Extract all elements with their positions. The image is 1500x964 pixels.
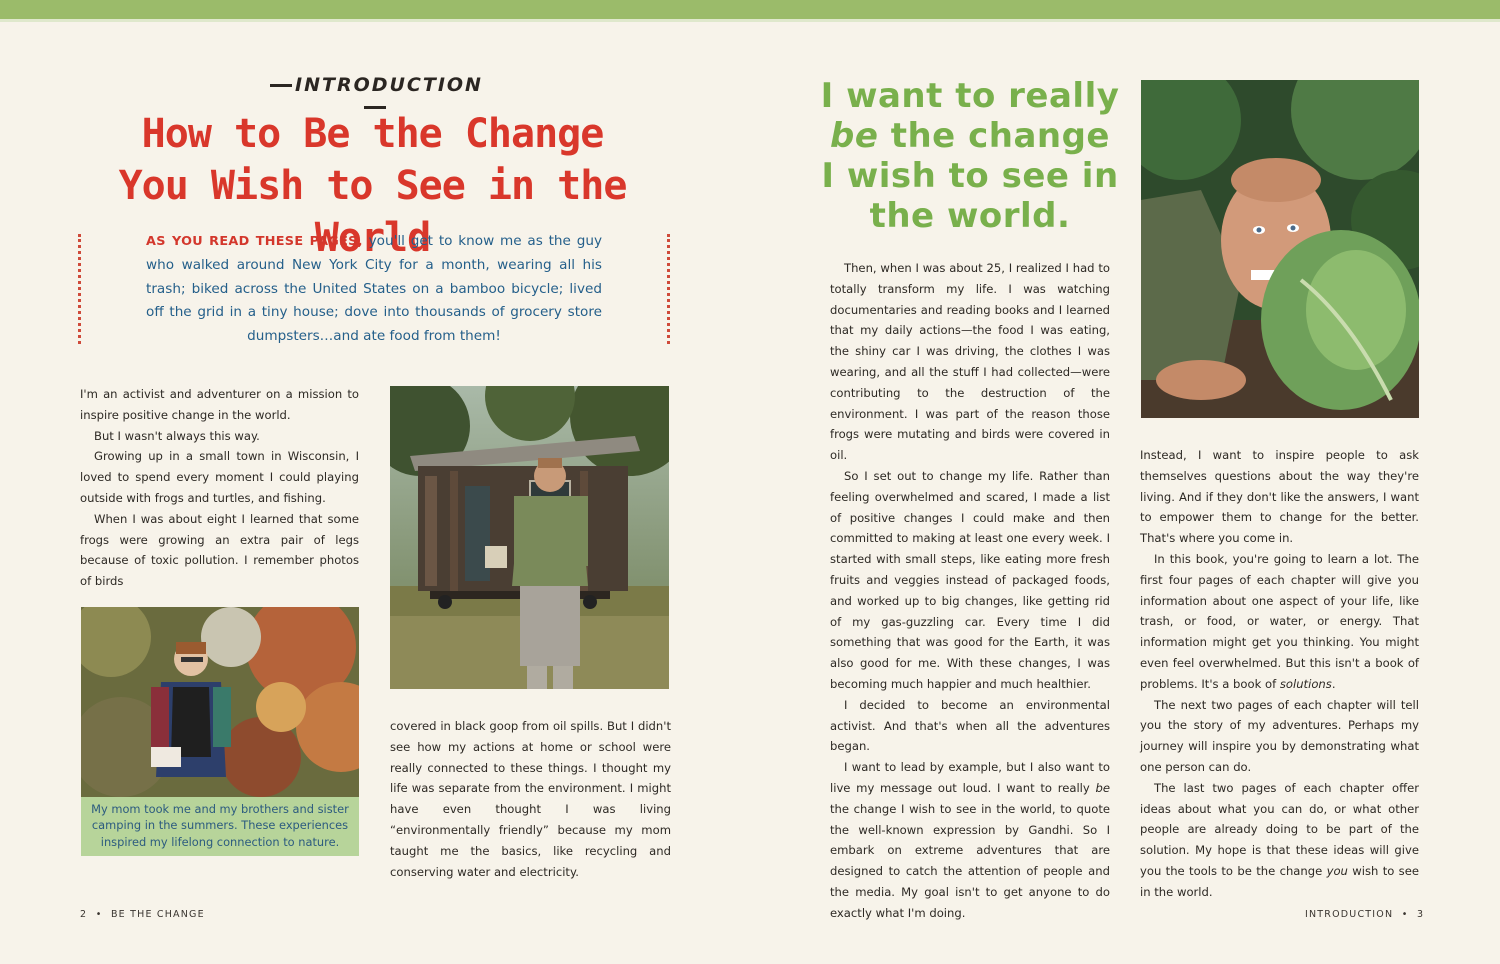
footer-left — [80, 909, 205, 920]
tiny-house-photo — [390, 386, 669, 689]
col3-p4-end: the change I wish to see in the world, to quote the well-known expression by Gandhi. So I embark on extreme adventures that are designed to catch the attention of people and the media. My goal isn't to get anyone to do exactly what I'm doing. — [830, 801, 1110, 920]
author-portrait-photo — [1141, 80, 1419, 418]
col4-paragraph-3: The next two pages of each chapter will tell you the story of my adventures. Perhaps my journey will inspire you by demonstrating what one person can do. — [1140, 697, 1419, 774]
col3-paragraph-4 — [830, 757, 1110, 923]
kicker-label: INTRODUCTION — [295, 74, 483, 96]
top-band-divider — [0, 19, 1500, 22]
col1-paragraph-3: Growing up in a small town in Wisconsin, I loved to spend every moment I could playing outside with frogs and turtles, and fishing. — [80, 449, 359, 505]
col1-paragraph-1: I'm an activist and adventurer on a mission to inspire positive change in the world. — [80, 387, 359, 422]
quote-line-2 — [820, 116, 1120, 156]
title-line-2: You Wish to See in the World — [118, 163, 627, 261]
col1-paragraph-2: But I wasn't always this way. — [94, 428, 260, 443]
col3-paragraph-3: I decided to become an environmental activist. And that's when all the adventures began. — [830, 697, 1110, 754]
author-portrait-art — [1141, 80, 1419, 418]
col3-paragraph-2: So I set out to change my life. Rather than feeling overwhelmed and scared, I made a list of positive changes I could make and then committed to making at least one every week. I started with small steps, like eating more fresh fruits and veggies instead of packaged foods, and worked up to big changes, like getting rid of my gas-guzzling car. Every time I did something that was good for the Earth, it was also good for me. With these changes, I was becoming much happier and much healthier. — [830, 468, 1110, 691]
footer-right — [1305, 909, 1424, 920]
quote-line-3: I wish to see in — [821, 156, 1119, 196]
col4-p2-end: . — [1331, 676, 1336, 691]
col4-p4-emphasis: you — [1326, 863, 1348, 878]
childhood-camping-photo — [81, 607, 359, 797]
kicker-dash-left — [270, 84, 292, 87]
column-2-text — [390, 716, 671, 882]
photo-caption: My mom took me and my brothers and sister camping in the summers. These experiences inspired my lifelong connection to nature. — [81, 797, 359, 856]
quote-line-1: I want to really — [820, 76, 1120, 116]
intro-paragraph — [146, 230, 602, 349]
intro-text: you'll get to know me as the guy who walked around New York City for a month, wearing all his trash; biked across the United States on a bamboo bicycle; lived off the grid in a tiny house; dove into thousands of grocery store dumpsters…and ate food from them! — [146, 233, 602, 345]
intro-lead: AS YOU READ THESE PAGES, — [146, 234, 363, 249]
col4-paragraph-2 — [1140, 549, 1419, 695]
column-1-text — [80, 384, 359, 592]
col4-p2-emphasis: solutions — [1279, 676, 1332, 691]
quote-line-4: the world. — [869, 196, 1071, 236]
col2-paragraph: covered in black goop from oil spills. But I didn't see how my actions at home or school were really connected to these things. I thought my life was separate from the environment. I might have even thought I was living “environmentally friendly” because my mom taught me the basics, like recycling and conserving water and electricity. — [390, 719, 671, 879]
col4-paragraph-4 — [1140, 778, 1419, 903]
column-4-text — [1140, 445, 1419, 903]
col4-p4-end: wish to see in the world. — [1140, 863, 1419, 899]
childhood-photo-art — [81, 607, 359, 797]
dotted-rule-right — [667, 234, 670, 344]
running-head-right: INTRODUCTION — [1305, 909, 1394, 920]
column-3-text — [830, 258, 1110, 924]
quote-line-2-emphasis: be — [829, 116, 879, 156]
col3-p4-start: I want to lead by example, but I also want to live my message out loud. I want to really — [830, 760, 1110, 795]
top-color-band — [0, 0, 1500, 19]
col4-p2-start: In this book, you're going to learn a lot. The first four pages of each chapter will give you information about one aspect of your life, like trash, or food, or water, or energy. That information might get you thinking. You might even feel overwhelmed. But this isn't a book of problems. It's a book of — [1140, 551, 1419, 691]
col3-p4-emphasis: be — [1095, 780, 1110, 795]
running-head-left: BE THE CHANGE — [110, 909, 205, 920]
col1-paragraph-4: When I was about eight I learned that some frogs were growing an extra pair of legs because of toxic pollution. I remember photos of birds — [80, 511, 359, 589]
dotted-rule-left — [78, 234, 81, 344]
footer-bullet-right: • — [1397, 909, 1413, 920]
col4-paragraph-1: Instead, I want to inspire people to ask themselves questions about the way they're living. And if they don't like the answers, I want to empower them to change for the better. That's where you come in. — [1140, 448, 1419, 546]
tiny-house-photo-art — [390, 386, 669, 689]
col4-p4-start: The last two pages of each chapter offer ideas about what you can do, or what other people are already doing to be part of the solution. My hope is that these ideas will give you the tools to be the change — [1140, 780, 1419, 878]
page-number-left: 2 — [80, 909, 88, 920]
page-number-right: 3 — [1417, 909, 1425, 920]
footer-bullet-left: • — [91, 909, 107, 920]
quote-line-2-rest: the change — [878, 116, 1110, 156]
pull-quote — [820, 76, 1120, 236]
title-line-1: How to Be the Change — [141, 111, 604, 157]
col3-paragraph-1: Then, when I was about 25, I realized I had to totally transform my life. I was watching documentaries and reading books and I learned that my daily actions—the food I was eating, the shiny car I was driving, the clothes I was wearing, and all the stuff I had collected—were contributing to the destruction of the environment. I was part of the reason those frogs were mutating and birds were covered in oil. — [830, 261, 1110, 463]
